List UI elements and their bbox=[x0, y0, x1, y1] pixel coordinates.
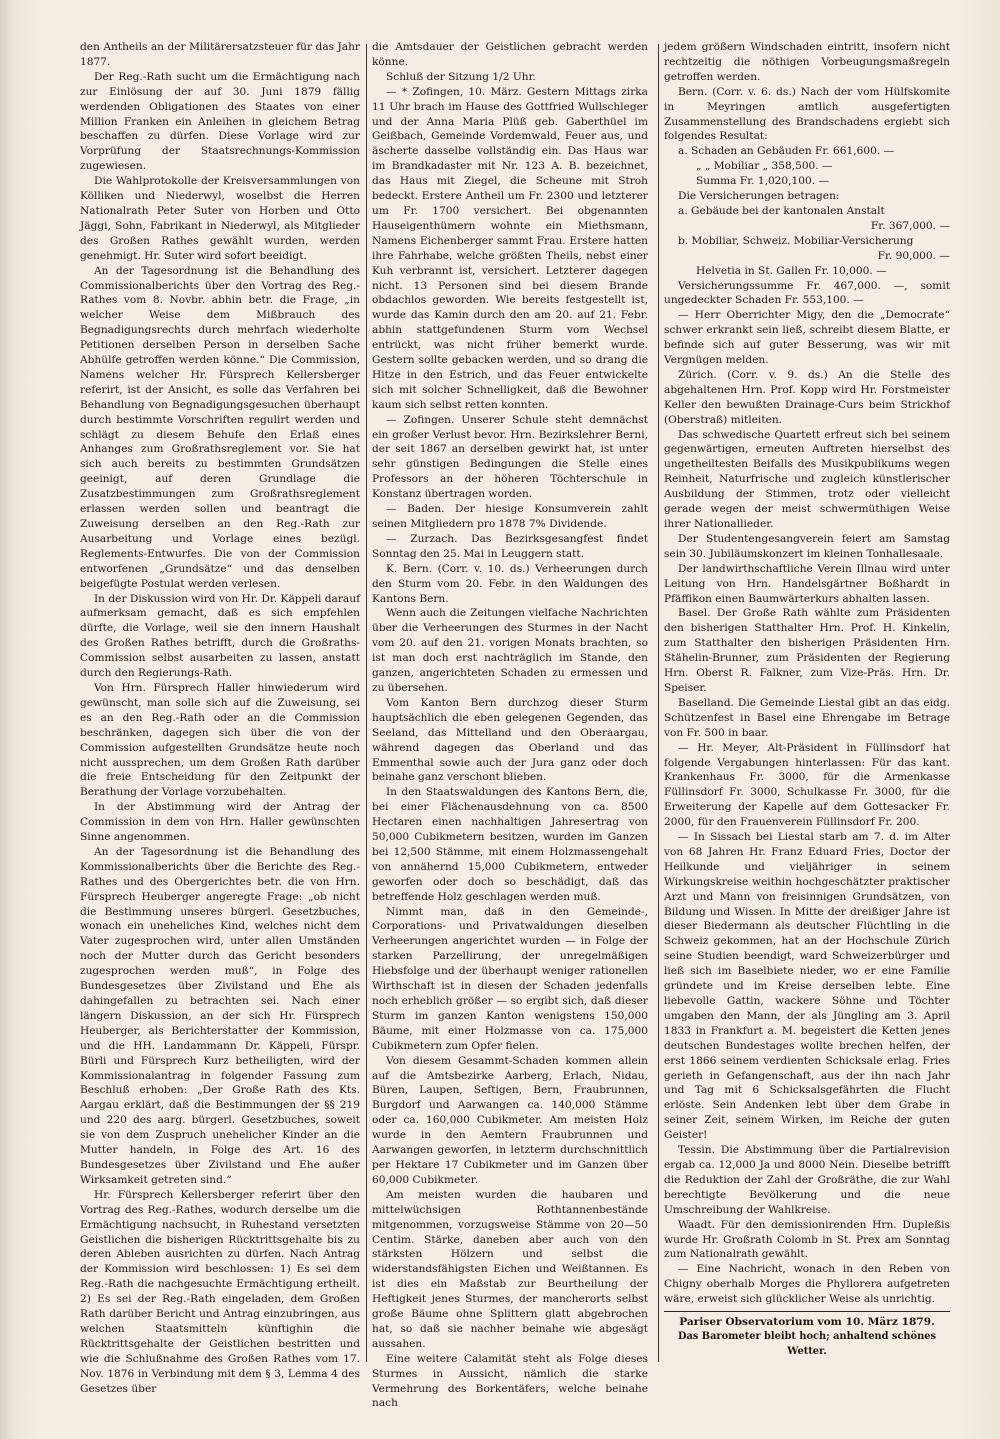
paragraph: Wenn auch die Zeitungen vielfache Nachrichten über die Verheerungen des Sturmes in der Nacht vom 20. auf den 21. vorigen Monats brachten, so ist man doch erst nachträglich im Stande, den ganzen, angerichteten Schaden zu ermessen und zu übersehen. bbox=[372, 607, 648, 694]
column-3 bbox=[664, 40, 950, 1360]
paragraph: — In Sissach bei Liestal starb am 7. d. im Alter von 68 Jahren Hr. Franz Eduard Fries, Doctor der Heilkunde und vieljähriger in seinem Wirkungskreise weithin hochgeschätzter praktischer Arzt und Mann von freisinnigen Grundsätzen, von Bildung und Wissen. In Mitte der dreißiger Jahre ist dieser Biedermann als deutscher Flüchtling in die Schweiz gekommen, hat an der Hochschule Zürich seine Studien beendigt, ward Schweizerbürger und ließ sich im Baselbiete nieder, wo er eine Familie gründete und im Kreise derselben lebte. Eine liebevolle Gattin, wackere Söhne und Töchter umgaben den Mann, der als Jüngling am 3. April 1833 in Frankfurt a. M. begeistert die Ketten jenes deutschen Bundestages wollte brechen helfen, der erst 1866 seinem verdienten Schicksale erlag. Fries gerieth in Gefangenschaft, aus der ihn nach Jahr und Tag mit 6 Schicksalsgefährten die Flucht erlöste. Sein Andenken lebt über dem Grabe in seiner Zeit, seinem Wirken, im Reiche der guten Geister! bbox=[664, 831, 950, 1142]
paragraph: Der Reg.-Rath sucht um die Ermächtigung nach zur Einlösung der auf 30. Juni 1879 fällig werdenden Obligationen des Staates von einer Million Franken ein Anleihen in gleichem Betrag beschaffen zu dürfen. Diese Vorlage wird zur Vorprüfung der Staatsrechnungs-Kommission zugewiesen. bbox=[80, 70, 360, 173]
column-rule-right bbox=[658, 44, 659, 1362]
paragraph: Der landwirthschaftliche Verein Illnau wird unter Leitung von Hrn. Handelsgärtner Boßhardt in Pfäffikon einen Baumwärterkurs abhalten lassen. bbox=[664, 562, 950, 605]
paragraph: — * Zofingen, 10. März. Gestern Mittags zirka 11 Uhr brach im Hause des Gottfried Wullschleger und der Anna Maria Plüß geb. Gaberthüel im Geißbach, Gemeinde Vordemwald, Feuer aus, und äscherte dasselbe vollständig ein. Das Haus war im Brandkadaster mit Nr. 123 A. B. bezeichnet, das Haus mit Ziegel, die Scheune mit Stroh bedeckt. Erstere Antheil um Fr. 2300 und letzterer um Fr. 1700 versichert. Bei obgenannten Hauseigenthümern wohnte ein Miethsmann, Namens Eichenberger sammt Frau. Erstere hatten ihre Fahrhabe, welche größten Theils, nebst einer Kuh verbrannt ist, versichert. Letzterer dagegen nicht. 13 Personen sind bei diesem Brande obdachlos geworden. Wie bereits festgestellt ist, wurde das Kamin durch den am 20. auf 21. Febr. abhin stattgefundenen Sturm vom Wechsel entrückt, was nicht früher bemerkt wurde. Gestern sollte gebacken werden, und so drang die Hitze in den Estrich, und das Feuer entwickelte sich mit solcher Schnelligkeit, daß die Bewohner kaum sich selbst retten konnten. bbox=[372, 85, 648, 411]
insurance-helvetia: Helvetia in St. Gallen Fr. 10,000. — bbox=[696, 264, 887, 277]
paragraph: In den Staatswaldungen des Kantons Bern, die, bei einer Flächenausdehnung von ca. 8500 Hectaren einen nachhaltigen Jahresertrag von 50,000 Cubikmetern besitzen, wurden im Ganzen bei 12,500 Stämme, mit einem Holzmassengehalt von annähernd 15,000 Cubikmetern, entweder geworfen oder doch so beschädigt, daß das betreffende Holz geschlagen werden muß. bbox=[372, 786, 648, 903]
paragraph: An der Tagesordnung ist die Behandlung des Commissionalberichts über den Vortrag des Reg.-Rathes vom 8. Novbr. abhin betr. die Frage, „in welcher Weise dem Mißbrauch des Begnadigungsrechts durch mehrfach wiederholte Petitionen derselben Person in derselben Sache Abhülfe getroffen werden könne.“ Die Commission, Namens welcher Hr. Fürsprech Kellersberger referirt, ist der Ansicht, es solle das Verfahren bei Behandlung von Begnadigungsgesuchen überhaupt durch bestimmte Vorschriften regulirt werden und schlägt zu diesem Behufe den Erlaß eines Anhanges zum Großrathsreglement vor. Sie hat sich auch bereits zu bestimmten Grundsätzen geeinigt, auf deren Grundlage die Zusatzbestimmungen zum Großrathsreglement erlassen werden sollen und beantragt die Zuweisung derselben an den Reg.-Rath zur Ausarbeitung und Vorlage eines bezügl. Reglements-Entwurfes. Die von der Commission entworfenen „Grundsätze“ und das denselben beigefügte Postulat werden verlesen. bbox=[80, 264, 360, 590]
paragraph: den Antheils an der Militärersatzsteuer für das Jahr 1877. bbox=[80, 41, 360, 68]
insurance-mobiliar-value: Fr. 90,000. — bbox=[877, 249, 950, 262]
paragraph: Eine weitere Calamität steht als Folge dieses Sturmes in Aussicht, nämlich die starke Vermehrung des Borkentäfers, welche beinahe nach bbox=[372, 1352, 648, 1410]
insurance-mobiliar: b. Mobiliar, Schweiz. Mobiliar-Versicherung bbox=[678, 234, 914, 247]
paragraph: In der Abstimmung wird der Antrag der Commission in dem von Hrn. Haller gewünschten Sinne angenommen. bbox=[80, 801, 360, 844]
insurance-total: Versicherungssumme Fr. 467,000. —, somit ungedeckter Schaden Fr. 553,100. — bbox=[664, 279, 950, 307]
insurance-buildings-value: Fr. 367,000. — bbox=[870, 219, 950, 232]
paragraph: — Zurzach. Das Bezirksgesangfest findet Sonntag den 25. Mai in Leuggern statt. bbox=[372, 532, 648, 560]
paragraph: die Amtsdauer der Geistlichen gebracht werden könne. bbox=[372, 41, 648, 68]
paragraph: Schluß der Sitzung 1/2 Uhr. bbox=[386, 70, 536, 83]
column-1 bbox=[80, 40, 360, 1396]
paragraph: Von Hrn. Fürsprech Haller hinwiederum wird gewünscht, man solle sich auf die Zuweisung, sei es an den Reg.-Rath oder an die Commission beschränken, dagegen sich über die von der Commission aufgestellten Grundsätze heute noch nicht aussprechen, um dem Großen Rath darüber die freie Entscheidung für den Zeitpunkt der Berathung der Vorlage vorzubehalten. bbox=[80, 681, 360, 799]
paragraph: jedem größern Windschaden eintritt, insofern nicht rechtzeitig die nöthigen Vorbeugungsmaßregeln getroffen werden. bbox=[664, 41, 950, 83]
damage-sum: Summa Fr. 1,020,100. — bbox=[696, 175, 830, 188]
column-2 bbox=[372, 40, 648, 1411]
paragraph: — Zofingen. Unserer Schule steht demnächst ein großer Verlust bevor. Hrn. Bezirkslehrer Berni, der seit 1867 an derselben gewirkt hat, ist unter sehr günstigen Bedingungen die Stelle eines Professors an der höheren Töchterschule in Konstanz übertragen worden. bbox=[372, 413, 648, 501]
paragraph: Das schwedische Quartett erfreut sich bei seinem gegenwärtigen, erneuten Auftreten hierselbst des ungetheiltesten Beifalls des Musikpublikums wegen Reinheit, Naturfrische und zugleich künstlerischer Ausbildung der Stimmen, trotz oder vielleicht gerade wegen der meist schwermüthigen Weise ihrer Nationallieder. bbox=[664, 428, 950, 530]
paragraph: Vom Kanton Bern durchzog dieser Sturm hauptsächlich die eben gelegenen Gegenden, das Seeland, das Mittelland und den Oberaargau, während dagegen das Oberland und das Emmenthal sowie auch der Jura ganz oder doch beinahe ganz verschont blieben. bbox=[372, 696, 648, 784]
damage-buildings: a. Schaden an Gebäuden Fr. 661,600. — bbox=[678, 145, 895, 158]
insurance-heading: Die Versicherungen betragen: bbox=[678, 190, 840, 203]
insurance-buildings: a. Gebäude bei der kantonalen Anstalt bbox=[678, 204, 885, 217]
footer-rule bbox=[664, 1311, 950, 1312]
paragraph: Die Wahlprotokolle der Kreisversammlungen von Kölliken und Niederwyl, woselbst die Herren Nationalrath Peter Suter von Horben und Otto Jäggi, Sohn, Fabrikant in Niederwyl, als Mitglieder des Großen Rathes gewählt wurden, werden genehmigt. Hr. Suter wird sofort beeidigt. bbox=[80, 175, 360, 262]
paragraph: Am meisten wurden die haubaren und mittelwüchsigen Rothtannenbestände mitgenommen, vorzugsweise Stämme von 20—50 Centim. Stärke, daneben aber auch von den stärksten Hölzern und selbst die widerstandsfähigsten Eichen und Weißtannen. Es ist dies ein Maßstab zur Beurtheilung der Heftigkeit jenes Sturmes, der mancherorts selbst große Bäume ohne Splittern glatt abgebrochen hat, so daß sie nachher beinahe wie abgesägt aussahen. bbox=[372, 1188, 648, 1350]
damage-mobiliar: „ „ Mobiliar „ 358,500. — bbox=[696, 160, 833, 173]
paragraph: Zürich. (Corr. v. 9. ds.) An die Stelle des abgehaltenen Hrn. Prof. Kopp wird Hr. Forstmeister Keller den bewußten Drainage-Curs beim Strickhof (Oberstraß) mitleiten. bbox=[664, 368, 950, 426]
paragraph: In der Diskussion wird von Hr. Dr. Käppeli darauf aufmerksam gemacht, daß es sich empfehlen dürfte, die Vorlage, weil sie den innern Haushalt des Großen Rathes betrifft, durch die Großraths-Commission selbst ausarbeiten zu lassen, anstatt durch den Regierungs-Rath. bbox=[80, 592, 360, 680]
paragraph: — Herr Oberrichter Migy, den die „Democrate“ schwer erkrankt sein ließ, schreibt diesem Blatte, er befinde sich auf guter Besserung, was wir mit Vergnügen melden. bbox=[664, 309, 950, 367]
paragraph: K. Bern. (Corr. v. 10. ds.) Verheerungen durch den Sturm vom 20. Febr. in den Waldungen des Kantons Bern. bbox=[372, 562, 648, 605]
paragraph: Nimmt man, daß in den Gemeinde-, Corporations- und Privatwaldungen dieselben Verheerungen angerichtet wurden — in Folge der starken Parzellirung, der unregelmäßigen Hiebsfolge und der überhaupt weniger rationellen Wirthschaft ist in diesen der Schaden jedenfalls noch erheblich größer — so ergibt sich, daß dieser Sturm im ganzen Kanton wenigstens 150,000 Bäume, mit einer Holzmasse von ca. 175,000 Cubikmetern zum Opfer fielen. bbox=[372, 905, 648, 1052]
paragraph: Baselland. Die Gemeinde Liestal gibt an das eidg. Schützenfest in Basel eine Ehrengabe im Betrage von Fr. 500 in baar. bbox=[664, 696, 950, 739]
paragraph: — Hr. Meyer, Alt-Präsident in Füllinsdorf hat folgende Vergabungen hinterlassen: Für das kant. Krankenhaus Fr. 3000, für die Armenkasse Füllinsdorf Fr. 3000, Schulkasse Fr. 3000, für die Erweiterung der Kapelle auf dem Gottesacker Fr. 2000, für den Frauenverein Füllinsdorf Fr. 200. bbox=[664, 741, 950, 829]
column-rule-left bbox=[366, 44, 367, 1362]
paragraph: — Eine Nachricht, wonach in den Reben von Chigny oberhalb Morges die Phyllorera aufgetreten wäre, erweist sich glücklicher Weise als unrichtig. bbox=[664, 1263, 950, 1306]
paragraph: Der Studentengesangverein feiert am Samstag sein 30. Jubiläumskonzert im kleinen Tonhallesaale. bbox=[664, 532, 950, 560]
paragraph: Hr. Fürsprech Kellersberger referirt über den Vortrag des Reg.-Rathes, wodurch derselbe um die Ermächtigung nachsucht, in Ruhestand versetzten Geistlichen die bisherigen Rücktrittsgehalte bis zu deren Ableben ausrichten zu dürfen. Nach Antrag der Kommission wird beschlossen: 1) Es sei dem Reg.-Rath die nachgesuchte Ermächtigung ertheilt. 2) Es sei der Reg.-Rath eingeladen, dem Großen Rath darüber Bericht und Antrag einzubringen, aus welchen Staatsmitteln künftighin die Rücktrittsgehalte der Geistlichen bestritten und wie die Schlußnahme des Großen Rathes vom 17. Nov. 1876 in Verbindung mit dem § 3, Lemma 4 des Gesetzes über bbox=[80, 1188, 360, 1395]
observatory-title: Pariser Observatorium vom 10. März 1879. bbox=[679, 1316, 935, 1329]
paragraph: Basel. Der Große Rath wählte zum Präsidenten den bisherigen Statthalter Hrn. Prof. H. Kinkelin, zum Statthalter den bisherigen Präsidenten Hrn. Stähelin-Brunner, zum Präsidenten der Regierung Hrn. Oberst R. Falkner, zum Vize-Präs. Hrn. Dr. Speiser. bbox=[664, 607, 950, 694]
paragraph: An der Tagesordnung ist die Behandlung des Kommissionalberichts über die Berichte des Reg.-Rathes und des Obergerichtes betr. die von Hrn. Fürsprech Heuberger angeregte Frage: „ob nicht die Bestimmung unseres bürgerl. Gesetzbuches, wonach ein uneheliches Kind, welches nicht dem Vater zugesprochen wird, unter allen Umständen noch der Mutter durch das Gericht besonders zugesprochen werden muß“, in Folge des Bundesgesetzes über Zivilstand und Ehe als dahingefallen zu betrachten sei. Nach einer längern Diskussion, an der sich Hr. Fürsprech Heuberger, als Berichterstatter der Kommission, und die HH. Landammann Dr. Käppeli, Fürspr. Bürli und Fürsprech Kurz betheiligten, wird der Kommissionalantrag in folgender Fassung zum Beschluß erhoben: „Der Große Rath des Kts. Aargau erklärt, daß die Bestimmungen der §§ 219 und 220 des aarg. bürgerl. Gesetzbuches, soweit sie von dem Zuspruch unehelicher Kinder an die Mutter handeln, in Folge des Art. 16 des Bundesgesetzes über Zivilstand und Ehe außer Wirksamkeit getreten sind.“ bbox=[80, 845, 360, 1186]
weather-forecast: Das Barometer bleibt hoch; anhaltend schönes Wetter. bbox=[678, 1330, 936, 1357]
paragraph: Von diesem Gesammt-Schaden kommen allein auf die Amtsbezirke Aarberg, Erlach, Nidau, Büren, Laupen, Seftigen, Bern, Fraubrunnen, Burgdorf und Aarwangen ca. 140,000 Stämme oder ca. 160,000 Cubikmeter. Am meisten Holz wurde in den Aemtern Fraubrunnen und Aarwangen geworfen, in letzterm durchschnittlich per Hektare 17 Cubikmeter und im Ganzen über 60,000 Cubikmeter. bbox=[372, 1054, 648, 1186]
paragraph: Waadt. Für den demissionirenden Hrn. Dupleßis wurde Hr. Großrath Colomb in St. Prex am Sonntag zum Nationalrath gewählt. bbox=[664, 1218, 950, 1261]
paragraph: Bern. (Corr. v. 6. ds.) Nach der vom Hülfskomite in Meyringen amtlich ausgefertigten Zusammenstellung des Brandschadens ergiebt sich folgendes Resultat: bbox=[664, 85, 950, 143]
paragraph: — Baden. Der hiesige Konsumverein zahlt seinen Mitgliedern pro 1878 7% Dividende. bbox=[372, 503, 648, 530]
paragraph: Tessin. Die Abstimmung über die Partialrevision ergab ca. 12,000 Ja und 8000 Nein. Dieselbe betrifft die Reduktion der Zahl der Großräthe, die zur Wahl berechtigte Bevölkerung und die neue Umschreibung der Wahlkreise. bbox=[664, 1144, 950, 1216]
